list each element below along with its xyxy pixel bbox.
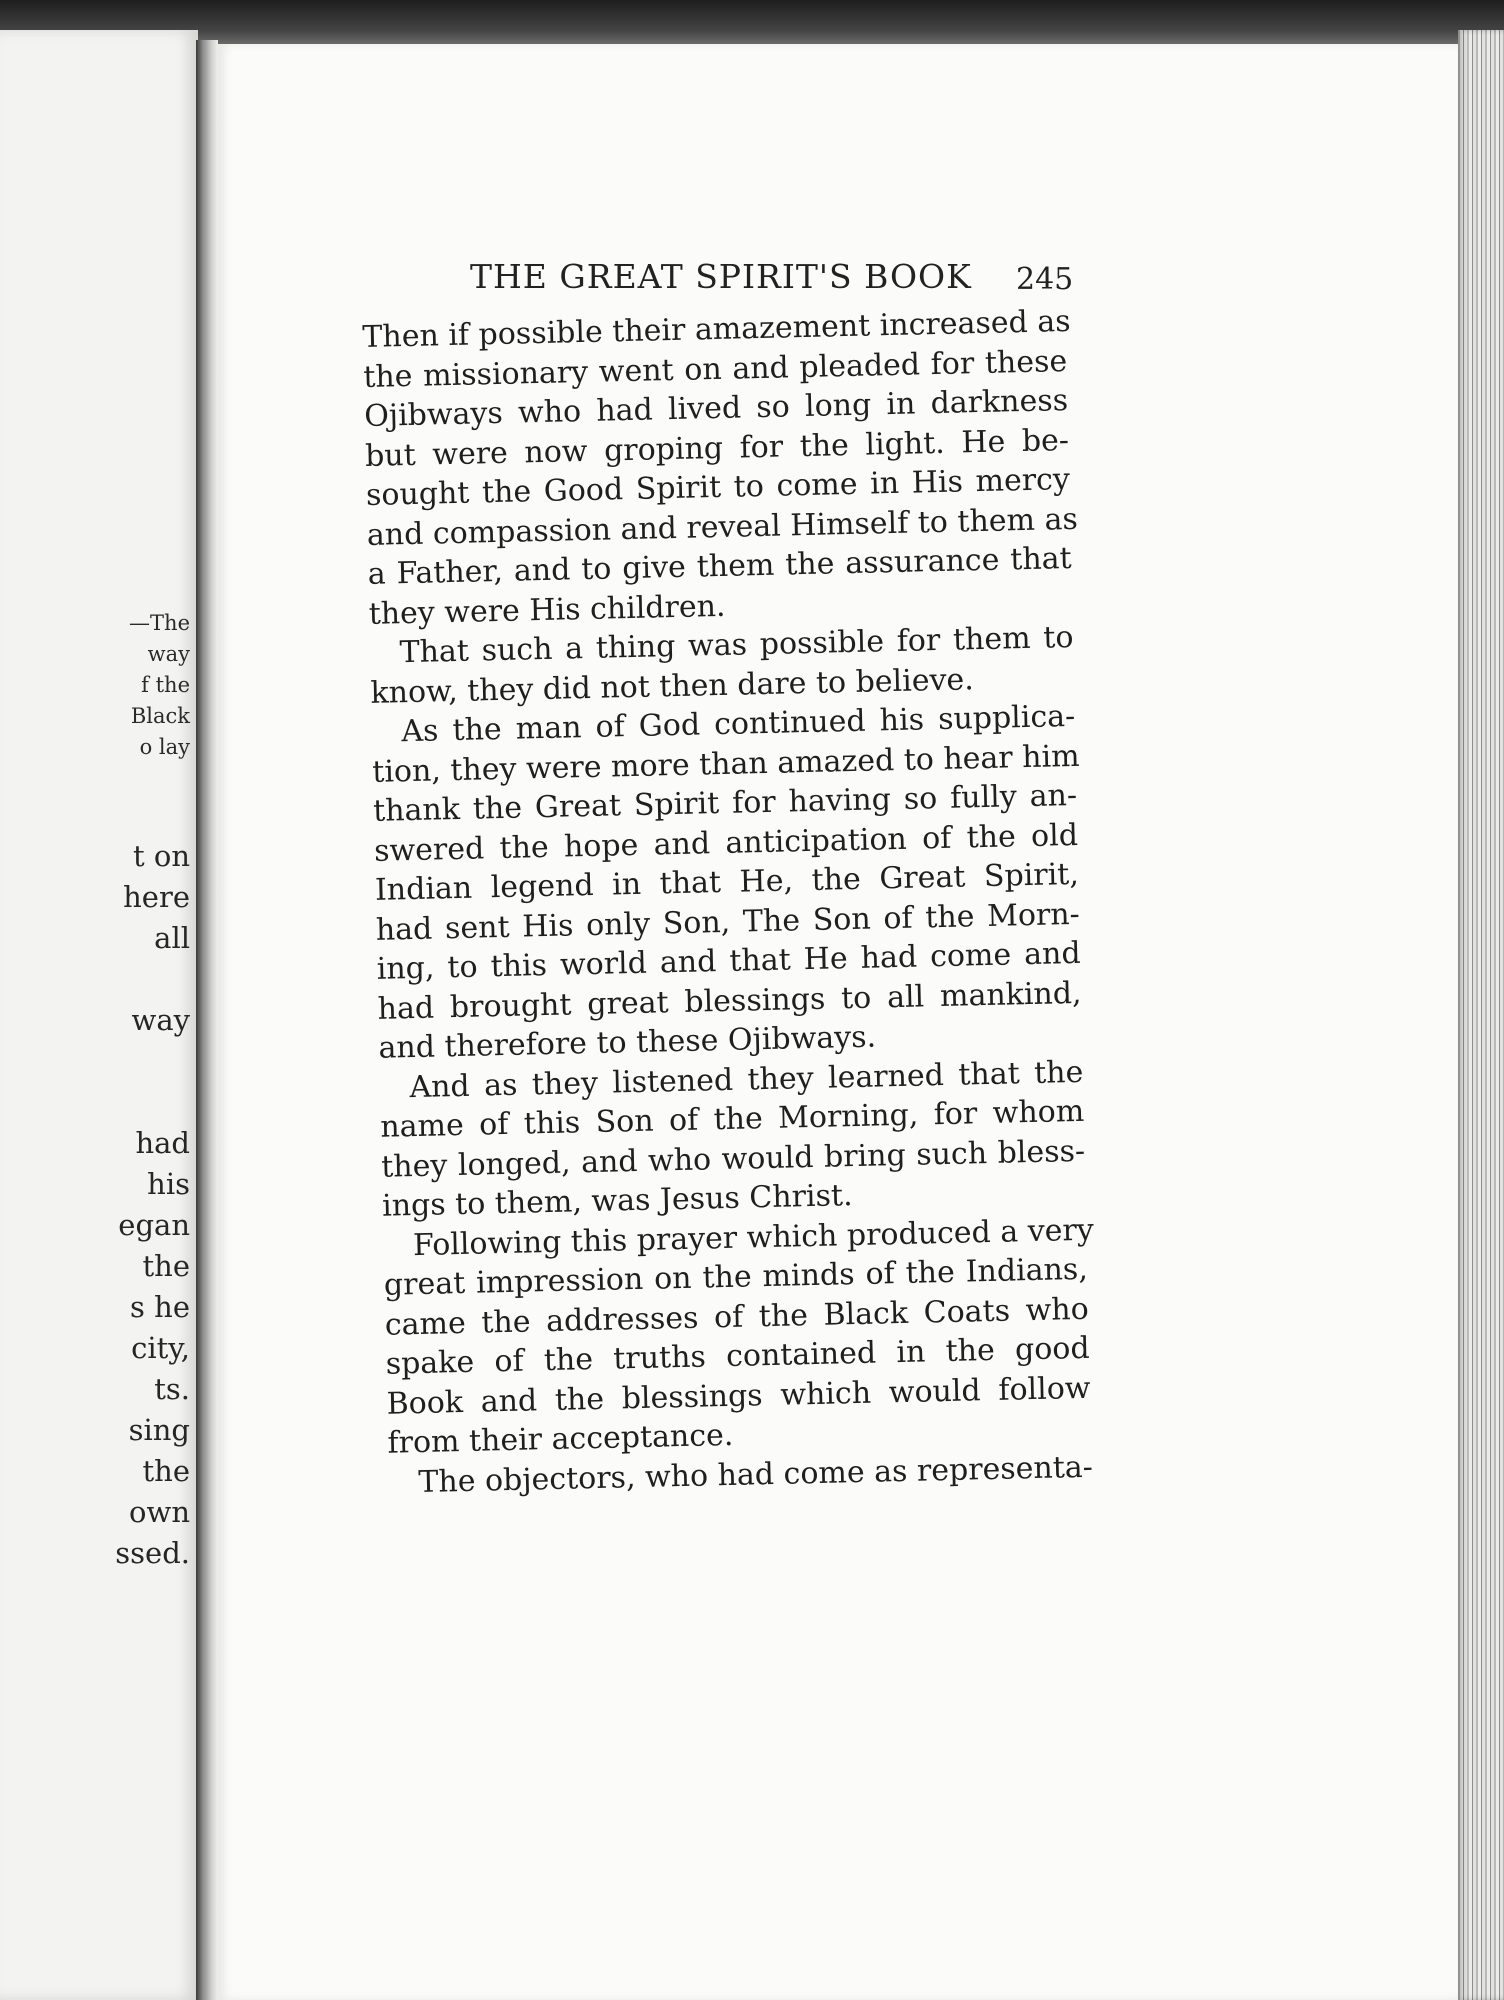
text-line: had brought great blessings to all mankind,: [377, 975, 1082, 1027]
left-page-line: egan: [118, 1208, 190, 1242]
text-line: tion, they were more than amazed to hear him: [371, 738, 1080, 790]
left-page-line: ts.: [154, 1372, 190, 1406]
text-line: As the man of God continued his supplica-: [400, 698, 1076, 750]
sidenote-line: —The: [129, 611, 190, 635]
left-page-line: t on: [132, 839, 190, 873]
left-page: [0, 30, 198, 2000]
sidenote-line: way: [147, 642, 190, 666]
text-line: ing, to this world and that He had come and: [376, 935, 1081, 987]
text-line: The objectors, who had come as representa-: [418, 1449, 1094, 1500]
text-line: spake of the truths contained in the good: [385, 1330, 1090, 1382]
text-line: and therefore to these Ojibways.: [378, 1019, 877, 1066]
page-edges: [1458, 30, 1504, 2000]
text-line: had sent His only Son, The Son of the Morn-: [375, 896, 1081, 948]
left-page-line: way: [131, 1003, 190, 1037]
text-line: and compassion and reveal Himself to them as: [366, 501, 1079, 553]
text-line: a Father, and to give them the assurance that: [367, 540, 1073, 592]
paragraph: [371, 697, 1083, 1068]
text-line: Ojibways who had lived so long in darkness: [363, 383, 1069, 434]
sidenote-line: Black: [130, 704, 190, 728]
text-line: Book and the blessings which would follow: [386, 1370, 1091, 1422]
left-page-line: s he: [130, 1290, 190, 1324]
left-page-line: his: [147, 1167, 190, 1201]
left-page-line: [0, 1082, 190, 1123]
paragraph: [362, 302, 1079, 634]
left-page-line: ssed.: [115, 1536, 190, 1570]
text-line: Then if possible their amazement increased as: [362, 303, 1071, 355]
page-number: 245: [1016, 262, 1074, 297]
left-page-text: [0, 836, 190, 1574]
text-line: name of this Son of the Morning, for whom: [379, 1093, 1085, 1145]
left-page-line: own: [129, 1495, 190, 1529]
paragraph: [383, 1210, 1095, 1463]
book-gutter: [196, 40, 218, 2000]
text-line: from their acceptance.: [387, 1417, 734, 1461]
text-line: ings to them, was Jesus Christ.: [381, 1178, 853, 1224]
left-page-line: city,: [131, 1331, 190, 1365]
scan-top-edge: [0, 0, 1504, 44]
running-head: THE GREAT SPIRIT'S BOOK: [470, 257, 972, 296]
left-page-line: here: [123, 880, 190, 914]
text-line: swered the hope and anticipation of the old: [373, 817, 1079, 869]
text-line: sought the Good Spirit to come in His mercy: [365, 461, 1071, 513]
left-page-line: the: [142, 1454, 190, 1488]
text-line: know, they did not then dare to believe.: [370, 661, 975, 711]
text-line: but were now groping for the light. He be-: [364, 422, 1070, 474]
left-page-line: sing: [128, 1413, 190, 1447]
text-line: Following this prayer which produced a very: [412, 1212, 1095, 1263]
text-line: they were His children.: [368, 588, 726, 632]
text-line: Indian legend in that He, the Great Spirit,: [374, 856, 1080, 908]
body-text: [362, 302, 1093, 1503]
paragraph: [379, 1052, 1086, 1226]
left-page-line: all: [154, 921, 190, 955]
sidenote-line: o lay: [139, 735, 190, 759]
text-line: the missionary went on and pleaded for these: [362, 343, 1068, 395]
text-line: great impression on the minds of the Indians,: [383, 1251, 1089, 1303]
text-line: That such a thing was possible for them to: [399, 619, 1074, 671]
text-line: And as they listened they learned that the: [409, 1054, 1084, 1105]
text-line: they longed, and who would bring such bless-: [380, 1133, 1086, 1185]
sidenote-line: f the: [141, 673, 190, 697]
left-page-line: [0, 959, 190, 1000]
left-page-line: the: [142, 1249, 190, 1283]
left-page-line: had: [135, 1126, 190, 1160]
text-line: thank the Great Spirit for having so fully an-: [372, 777, 1078, 829]
text-line: came the addresses of the Black Coats who: [384, 1291, 1090, 1343]
left-page-line: [0, 1041, 190, 1082]
left-sidenote: [10, 608, 190, 763]
